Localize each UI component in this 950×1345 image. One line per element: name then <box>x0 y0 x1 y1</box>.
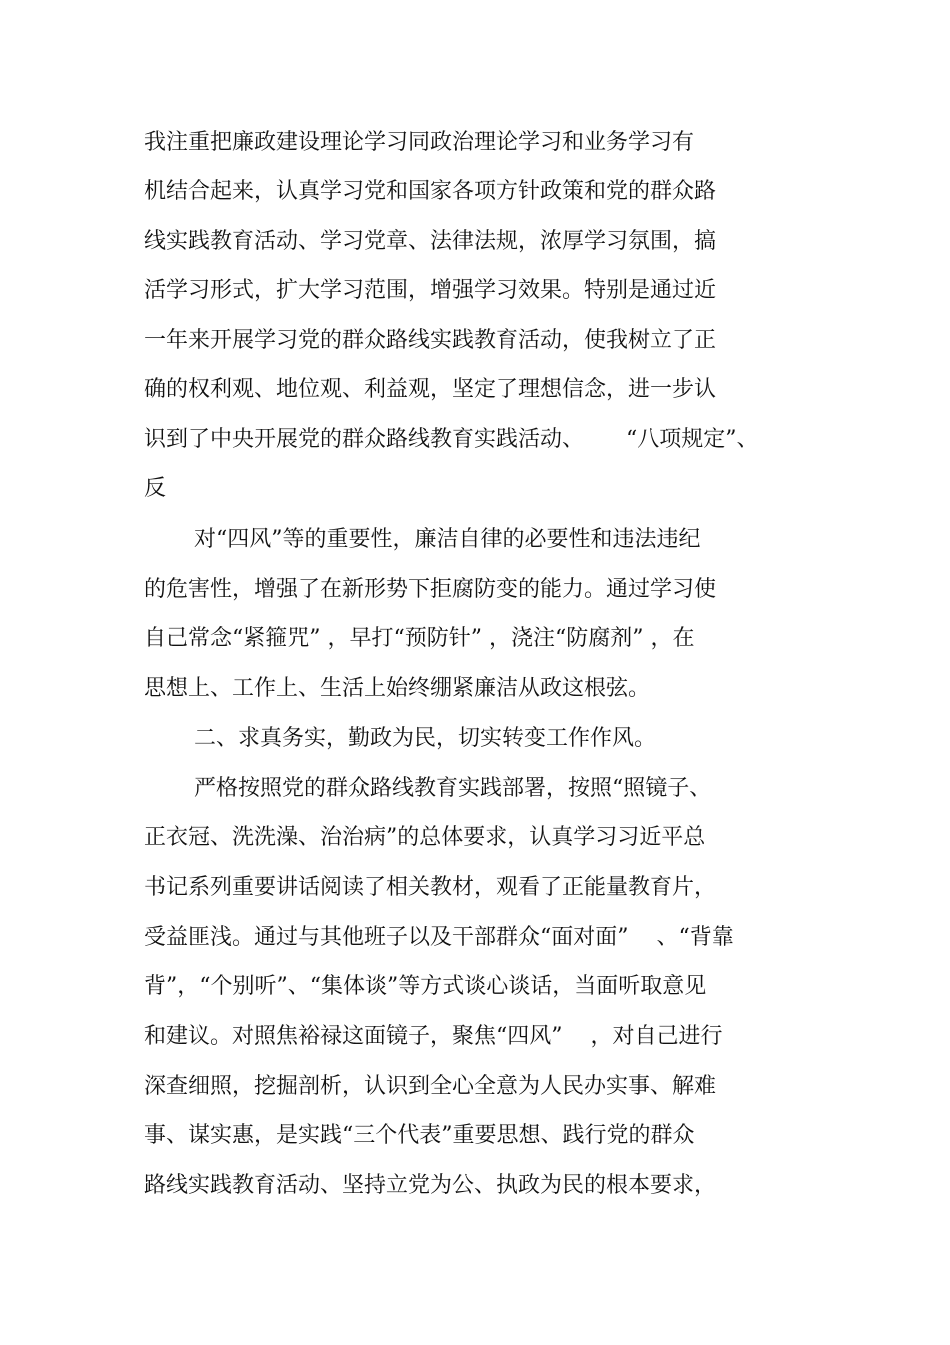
body-text-line: 背”，“个别听”、“集体谈”等方式谈心谈话，当面听取意见 <box>144 974 707 999</box>
body-text-line: 路线实践教育活动、坚持立党为公、执政为民的根本要求， <box>144 1173 717 1198</box>
body-text-line: 确的权利观、地位观、利益观，坚定了理想信念，进一步认 <box>144 377 717 402</box>
body-text-line: 自己常念“紧箍咒” ，早打“预防针” ，浇注“防腐剂” ，在 <box>144 626 695 651</box>
body-text-line: 深查细照，挖掘剖析，认识到全心全意为人民办实事、解难 <box>144 1074 717 1099</box>
body-text-line: 机结合起来，认真学习党和国家各项方针政策和党的群众路 <box>144 179 717 204</box>
paragraph-first-line: 对“四风”等的重要性，廉洁自律的必要性和违法违纪 <box>194 527 701 552</box>
paragraph-first-line: 严格按照党的群众路线教育实践部署，按照“照镜子、 <box>194 776 712 801</box>
body-text-line: 识到了中央开展党的群众路线教育实践活动、 “八项规定”、 <box>144 427 759 452</box>
body-text-line: 一年来开展学习党的群众路线实践教育活动，使我树立了正 <box>144 328 717 353</box>
body-text-line: 的危害性，增强了在新形势下拒腐防变的能力。通过学习使 <box>144 577 717 602</box>
body-text-line: 思想上、工作上、生活上始终绷紧廉洁从政这根弦。 <box>144 676 651 701</box>
body-text-line: 我注重把廉政建设理论学习同政治理论学习和业务学习有 <box>144 130 695 155</box>
body-text-line: 受益匪浅。通过与其他班子以及干部群众“面对面” 、“背靠 <box>144 925 734 950</box>
body-text-line: 和建议。对照焦裕禄这面镜子，聚焦“四风” ，对自己进行 <box>144 1024 723 1049</box>
body-text-line: 活学习形式，扩大学习范围，增强学习效果。特别是通过近 <box>144 278 717 303</box>
body-text-line: 正衣冠、洗洗澡、治治病”的总体要求，认真学习习近平总 <box>144 825 706 850</box>
body-text-line: 书记系列重要讲话阅读了相关教材，观看了正能量教育片， <box>144 875 717 900</box>
body-text-line: 线实践教育活动、学习党章、法律法规，浓厚学习氛围，搞 <box>144 229 717 254</box>
section-heading: 二、求真务实，勤政为民，切实转变工作作风。 <box>194 726 657 751</box>
body-text-line: 反 <box>144 476 167 501</box>
body-text-line: 事、谋实惠，是实践“三个代表”重要思想、践行党的群众 <box>144 1123 695 1148</box>
